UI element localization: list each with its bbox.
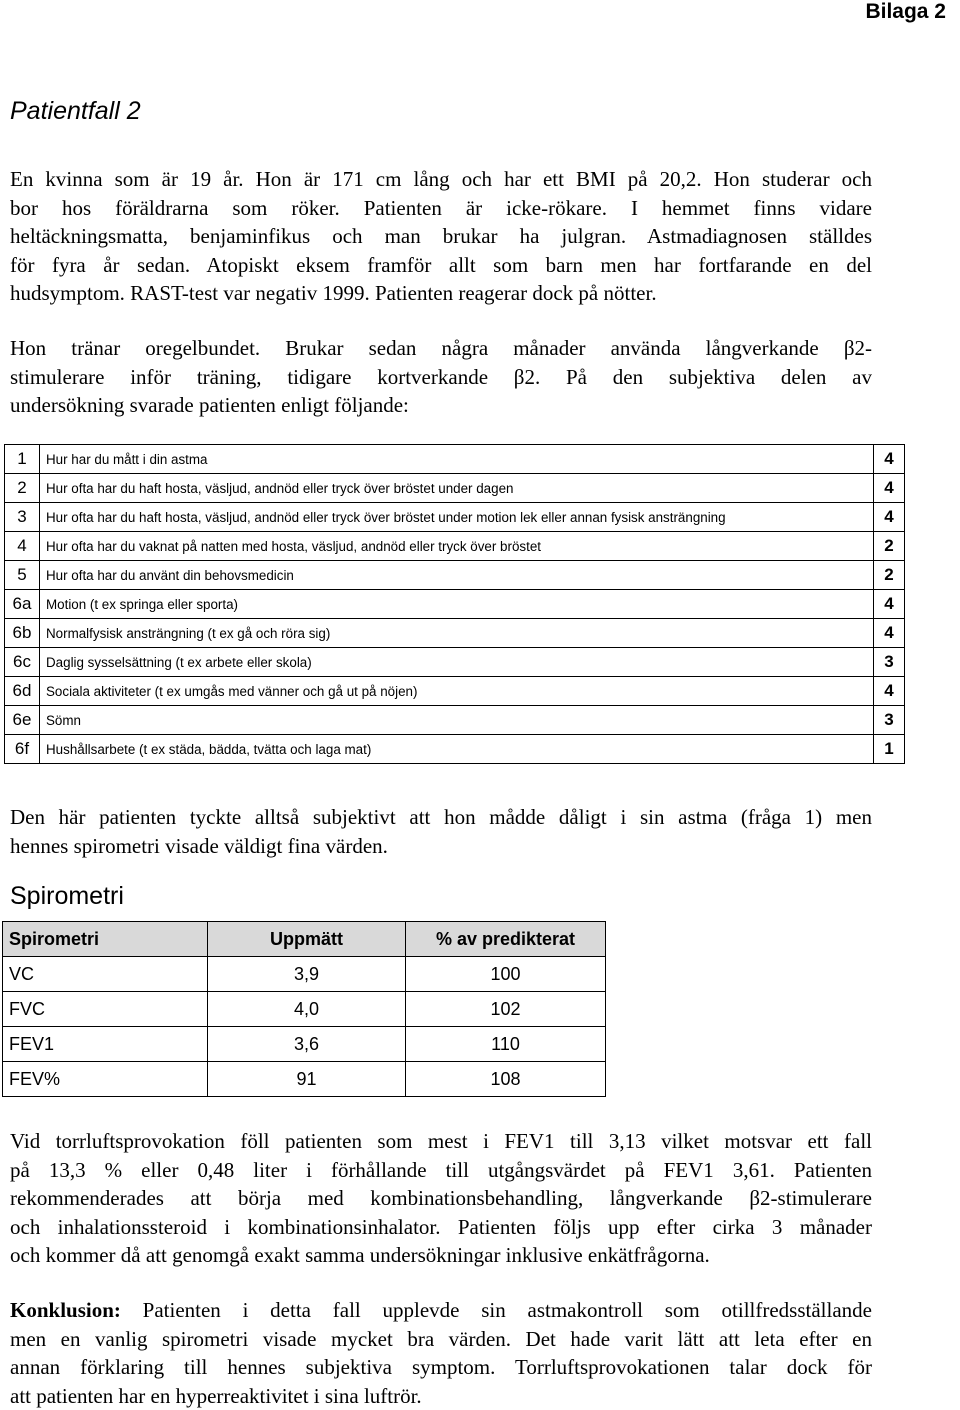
text-line: bor hos föräldrarna som röker. Patienten är icke-rökare. I hemmet finns vidare [10,195,872,220]
percent-predicted: 102 [406,992,606,1027]
answer-value: 4 [874,503,905,532]
measure-name: FEV1 [3,1027,208,1062]
question-number: 6e [5,706,40,735]
table-row [5,561,905,590]
question-text: Hur ofta har du vaknat på natten med hosta, väsljud, andnöd eller tryck över bröstet [40,532,874,561]
answer-value: 4 [874,590,905,619]
table-row [5,474,905,503]
table-row [5,677,905,706]
answer-value: 4 [874,474,905,503]
answer-value: 2 [874,532,905,561]
column-header: Spirometri [3,922,208,957]
question-number: 6f [5,735,40,764]
measured-value: 3,6 [208,1027,406,1062]
question-number: 4 [5,532,40,561]
case-title: Patientfall 2 [10,97,141,125]
percent-predicted: 110 [406,1027,606,1062]
training-paragraph [10,334,872,420]
table-row [5,706,905,735]
table-row [5,619,905,648]
question-text: Daglig sysselsättning (t ex arbete eller skola) [40,648,874,677]
conclusion-first-line: Patienten i detta fall upplevde sin astmakontroll som otillfredsställande [120,1298,872,1322]
text-line: och inhalationssteroid i kombinationsinhalator. Patienten följs upp efter cirka 3 månader [10,1214,872,1239]
question-number: 6d [5,677,40,706]
table-row [3,1062,606,1097]
percent-predicted: 108 [406,1062,606,1097]
column-header: % av predikterat [406,922,606,957]
text-line: stimulerare inför träning, tidigare kortverkande β2. På den subjektiva delen av [10,364,872,389]
answer-value: 4 [874,677,905,706]
spirometry-heading: Spirometri [10,882,124,910]
table-row [5,648,905,677]
table-row [5,503,905,532]
question-number: 5 [5,561,40,590]
questionnaire-table [4,444,905,764]
after-table-paragraph [10,803,872,860]
question-number: 1 [5,445,40,474]
question-text: Hur ofta har du använt din behovsmedicin [40,561,874,590]
question-text: Hur ofta har du haft hosta, väsljud, andnöd eller tryck över bröstet under motion lek eller annan fysisk ansträngning [40,503,874,532]
percent-predicted: 100 [406,957,606,992]
table-header-row [3,922,606,957]
text-line: och kommer då att genomgå exakt samma undersökningar inklusive enkätfrågorna. [10,1243,710,1268]
conclusion-label: Konklusion: [10,1298,121,1322]
text-line: hennes spirometri visade väldigt fina värden. [10,833,388,858]
text-line: heltäckningsmatta, benjaminfikus och man brukar ha julgran. Astmadiagnosen ställdes [10,224,872,249]
conclusion-paragraph [10,1296,872,1410]
answer-value: 1 [874,735,905,764]
answer-value: 4 [874,619,905,648]
question-text: Hushållsarbete (t ex städa, bädda, tvätta och laga mat) [40,735,874,764]
column-header: Uppmätt [208,922,406,957]
question-number: 6b [5,619,40,648]
intro-paragraph [10,165,872,308]
question-text: Hur ofta har du haft hosta, väsljud, andnöd eller tryck över bröstet under dagen [40,474,874,503]
question-text: Normalfysisk ansträngning (t ex gå och röra sig) [40,619,874,648]
answer-value: 4 [874,445,905,474]
spirometry-table [2,921,606,1097]
question-text: Sociala aktiviteter (t ex umgås med vänner och gå ut på nöjen) [40,677,874,706]
text-line: Vid torrluftsprovokation föll patienten som mest i FEV1 till 3,13 vilket motsvar ett fall [10,1129,872,1153]
text-line: för fyra år sedan. Atopiskt eksem framför allt som barn men har fortfarande en del [10,252,872,277]
table-row [5,735,905,764]
text-line: att patienten har en hyperreaktivitet i sina luftrör. [10,1383,422,1408]
text-line: undersökning svarade patienten enligt följande: [10,393,409,418]
text-line: Hon tränar oregelbundet. Brukar sedan några månader använda långverkande β2- [10,336,872,360]
question-number: 3 [5,503,40,532]
text-line: En kvinna som är 19 år. Hon är 171 cm lång och har ett BMI på 20,2. Hon studerar och [10,167,872,191]
answer-value: 2 [874,561,905,590]
measured-value: 91 [208,1062,406,1097]
text-line: Den här patienten tyckte alltså subjektivt att hon mådde dåligt i sin astma (fråga 1) men [10,805,872,829]
question-text: Sömn [40,706,874,735]
table-row [5,590,905,619]
question-text: Hur har du mått i din astma [40,445,874,474]
text-line [10,1296,872,1325]
table-row [3,957,606,992]
table-row [5,532,905,561]
question-text: Motion (t ex springa eller sporta) [40,590,874,619]
table-row [3,992,606,1027]
measure-name: VC [3,957,208,992]
text-line: annan förklaring till hennes subjektiva symptom. Torrluftsprovokationen talar dock för [10,1355,872,1380]
question-number: 2 [5,474,40,503]
question-number: 6c [5,648,40,677]
measured-value: 3,9 [208,957,406,992]
measure-name: FVC [3,992,208,1027]
appendix-label: Bilaga 2 [865,0,946,23]
answer-value: 3 [874,648,905,677]
table-row [5,445,905,474]
text-line: men en vanlig spirometri visade mycket bra värden. Det hade varit lätt att leta efter en [10,1326,872,1351]
provocation-paragraph [10,1127,872,1270]
answer-value: 3 [874,706,905,735]
question-number: 6a [5,590,40,619]
text-line: rekommenderades att börja med kombinationsbehandling, långverkande β2-stimulerare [10,1186,872,1211]
measured-value: 4,0 [208,992,406,1027]
text-line: på 13,3 % eller 0,48 liter i förhållande till utgångsvärdet på FEV1 3,61. Patienten [10,1157,872,1182]
table-row [3,1027,606,1062]
measure-name: FEV% [3,1062,208,1097]
text-line: hudsymptom. RAST-test var negativ 1999. Patienten reagerar dock på nötter. [10,281,657,306]
